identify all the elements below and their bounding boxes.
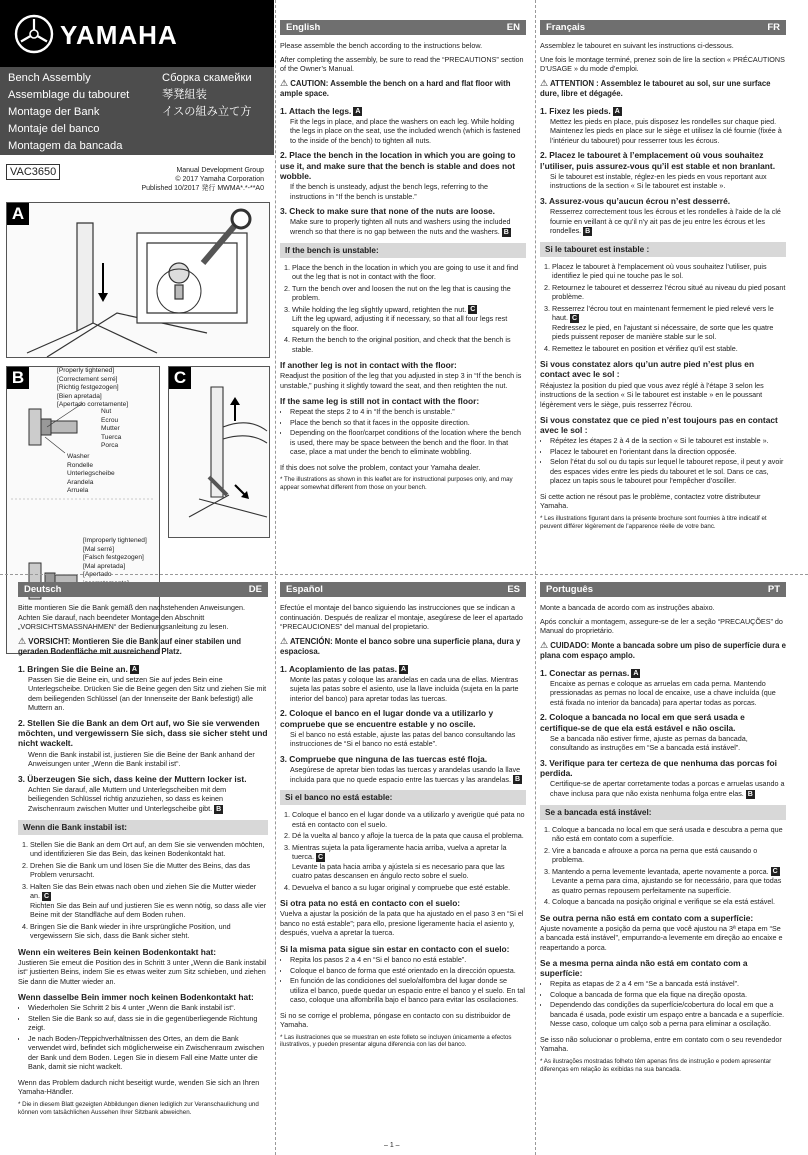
figure-a-illustration [7,203,269,357]
warning-icon: ⚠ [280,635,289,646]
column-divider [275,0,276,1155]
caution-fr: ⚠ ATTENTION : Assemblez le tabouret au sol, sur une surface dure, libre et dégagée. [540,77,771,99]
brand-header [0,0,274,67]
figure-ref-b: B [503,228,509,236]
section-english: English EN Please assemble the bench according to the instructions below. After completing the assembly, be sure to read the “PRECAUTIONS” section of the Owner’s Manual. ⚠ CAUTION: Assemble the bench on a hard and flat floor with ample space. 1. Attach the legs. A Fit the legs in place, and place the washers on each leg. While holding the legs in place on the seat, use the included wrench (which is fastened to the inside of the bench) to tighten all nuts. 2. Place the bench in the location in which you are going to use it, and make sure that the bench is stable and does not wobble. If the bench is unsteady, adjust the bench legs, referring to the instructions in “If the bench is unstable.” 3. Check to make sure that none of the nuts are loose. Make sure to properly tighten all nuts and washers using the included wrench so that there is no gap between the nuts and the washers. B If the bench is unstable: 1. Place the bench in the location in which you are going to use it and find out the leg that is not in contact with the floor. 2. Turn the bench over and loosen the nut on the leg that is causing the problem. 3. While holding the leg slightly upward, retighten the nut. C Lift the leg upward, adjusting it if necessary, so that all four legs rest squarely on the floor. 4. Return the bench to the original position, and check that the bench is stable. If another leg is not in contact with the floor: Readjust the position of the leg that you adjusted in step 3 in “If the bench is unstable,” pushing it slightly toward the seat, and then retighten the nut. If the same leg is still not in contact with the floor: • Repeat the steps 2 to 4 in “If the bench is unstable.” • Place the bench so that it faces in the opposite direction. • Depending on the floor/carpet conditions of the location where the bench is used, there may be space between the bench and the floor. In that case, place a mat under the bench to eliminate wobbling. If this does not solve the problem, contact your Yamaha dealer. * The illustrations as shown in this leaflet are for instructional purposes only, and may appear somewhat different from those on your bench. [280,20,526,570]
caution-pt: ⚠ CUIDADO: Monte a bancada sobre um piso de superfície dura e plana com espaço amplo. [540,639,786,661]
section-header-fr: Français FR [540,20,786,35]
title-de: Montage der Bank [8,106,100,118]
section-german: Deutsch DE Bitte montieren Sie die Bank gemäß den nachstehenden Anweisungen. Achten Sie darauf, nach beendeter Montage den Abschnitt „VORSICHTSMASSNAHMEN“ der Bedienungsanleitung zu lesen. ⚠ VORSICHT: Montieren Sie die Bank auf einer stabilen und geraden Bodenfläche mit ausreichend Platz. 1. Bringen Sie die Beine an. A Passen Sie die Beine ein, und setzen Sie auf jedes Bein eine Unterlegscheibe. Drücken Sie die Beine gegen den Sitz und ziehen Sie mit dem beiliegenden Schlüssel (an der Innenseite der Bank befestigt) alle Muttern an. 2. Stellen Sie die Bank an dem Ort auf, wo Sie sie verwenden möchten, und vergewissern Sie sich, dass sie sicher steht und nicht wackelt. Wenn die Bank instabil ist, justieren Sie die Beine der Bank anhand der Anweisungen unter „Wenn die Bank instabil ist“. 3. Überzeugen Sie sich, dass keine der Muttern locker ist. Achten Sie darauf, alle Muttern und Unterlegscheiben mit dem beiliegenden Schlüssel richtig anzuziehen, so dass es keinen Zwischenraum zwischen Mutter und Unterlegscheibe gibt. B Wenn die Bank instabil ist: 1. Stellen Sie die Bank an dem Ort auf, an dem Sie sie verwenden möchten, und identifizieren Sie das Bein, das keinen Bodenkontakt hat. 2. Drehen Sie die Bank um und lösen Sie die Mutter des Beins, das das Problem verursacht. 3. Halten Sie das Bein etwas nach oben und ziehen Sie die Mutter wieder an. C Richten Sie das Bein auf und justieren Sie es wenn nötig, so dass alle vier Beine mit der Standfläche auf dem Boden ruhen. 4. Bringen Sie die Bank wieder in ihre ursprüngliche Position, und vergewissern Sie sich, dass die Bank sicher steht. Wenn ein weiteres Bein keinen Bodenkontakt hat: Justieren Sie erneut die Position des in Schritt 3 unter „Wenn die Bank instabil ist“ justierten Beins, indem Sie es etwas weiter zum Sitz schieben, und ziehen Sie dann die Mutter wieder an. Wenn dasselbe Bein immer noch keinen Bodenkontakt hat: • Wiederholen Sie Schritt 2 bis 4 unter „Wenn die Bank instabil ist“. • Stellen Sie die Bank so auf, dass sie in die gegenüberliegende Richtung zeigt. • Je nach Boden-/Teppichverhältnissen des Ortes, an dem die Bank verwendet wird, befindet sich möglicherweise ein Zwischenraum zwischen der Bank und dem Boden. Legen Sie in diesem Fall eine Matte unter die Bank, damit sie nicht wackelt. Wenn das Problem dadurch nicht beseitigt wurde, wenden Sie sich an Ihren Yamaha-Händler. * Die in diesem Blatt gezeigten Abbildungen dienen lediglich zur Veranschaulichung und können vom tatsächlichen Aussehen Ihrer Sitzbank abweichen. [18,582,268,1142]
brand-name: YAMAHA [60,20,178,50]
figure-c-label: C [169,367,191,389]
caution-es: ⚠ ATENCIÓN: Monte el banco sobre una superficie plana, dura y espaciosa. [280,635,521,657]
figure-b-nut-label: Nut Ecrou Mutter Tuerca Porca [101,408,122,450]
page-number: – 1 – [384,1142,400,1149]
figure-b-washer-label: Washer Rondelle Unterlegscheibe Arandela Arruela [67,453,115,495]
unstable-steps-en: 1. Place the bench in the location in which you are going to use it and find out the leg that is not in contact with the floor. 2. Turn the bench over and loosen the nut on the leg that is causing the problem. 3. While holding the leg slightly upward, retighten the nut. C Lift the leg upward, adjusting it if necessary, so that all four legs rest squarely on the floor. 4. Return the bench to the original position, and check that the bench is stable. [280,263,526,355]
subsection-unstable-pt: Se a bancada está instável: [540,805,786,820]
warning-icon: ⚠ [540,77,549,88]
figure-b-improperly-label: [Improperly tightened] [Mal serré] [Falsch festgezogen] [Mal apretada] [Apertado [83,537,147,579]
row-divider [0,574,808,575]
title-en: Bench Assembly [8,72,91,84]
section-header-de: Deutsch DE [18,582,268,597]
subsection-unstable-de: Wenn die Bank instabil ist: [18,820,268,835]
figure-b-label: B [7,367,29,389]
section-spanish: Español ES Efectúe el montaje del banco siguiendo las instrucciones que se indican a continuación. Después de realizar el montaje, asegúrese de leer el apartado “PRECAUCIONES” del manual del propietario. ⚠ ATENCIÓN: Monte el banco sobre una superficie plana, dura y espaciosa. 1. Acoplamiento de las patas. A Monte las patas y coloque las arandelas en cada una de ellas. Mientras sujeta las patas sobre el asiento, use la llave incluida (sujeta en la parte interior del banco) para apretar todas las tuercas. 2. Coloque el banco en el lugar donde va a utilizarlo y compruebe que se encuentre estable y no oscile. Si el banco no está estable, ajuste las patas del banco consultando las instrucciones de “Si el banco no está estable”. 3. Compruebe que ninguna de las tuercas esté floja. Asegúrese de apretar bien todas las tuercas y arandelas usando la llave incluida para que no quede espacio entre las tuercas y las arandelas. B Si el banco no está estable: 1. Coloque el banco en el lugar donde va a utilizarlo y averigüe qué pata no está en contacto con el suelo. 2. Dé la vuelta al banco y afloje la tuerca de la pata que causa el problema. 3. Mientras sujeta la pata ligeramente hacia arriba, vuelva a apretar la tuerca. C Levante la pata hacia arriba y ajústela si es necesario para que las cuatro patas descansen en ángulo recto sobre el suelo. 4. Devuelva el banco a su lugar original y compruebe que esté estable. Si otra pata no está en contacto con el suelo: Vuelva a ajustar la posición de la pata que ha ajustado en el paso 3 en “Si el banco no está estable”; para ello, presione ligeramente hacia el asiento y, después, vuelva a apretar la tuerca. Si la misma pata sigue sin estar en contacto con el suelo: • Repita los pasos 2 a 4 en “Si el banco no está estable”. • Coloque el banco de forma que esté orientado en la dirección opuesta. • En función de las condiciones del suelo/alfombra del lugar donde se utiliza el banco, puede quedar un espacio entre el banco y el suelo. En tal caso, coloque una alfombrilla bajo el banco para evitar las oscilaciones. Si no se corrige el problema, póngase en contacto con su distribuidor de Yamaha. * Las ilustraciones que se muestran en este folleto se incluyen únicamente a efectos ilustrativos, y pueden presentar alguna diferencia con las del banco. [280,582,526,1142]
title-block [0,67,274,155]
figure-c [168,366,270,538]
subsection-unstable-fr: Si le tabouret est instable : [540,242,786,257]
title-ru: Сборка скамейки [162,72,252,84]
model-number: VAC3650 [6,164,60,180]
title-es: Montaje del banco [8,123,100,135]
warning-icon: ⚠ [18,635,27,646]
figure-b-properly-label: [Properly tightened] [Correctement serré] [Richtig festgezogen] [Bien apretada] [Apertado corretamente] [57,367,129,409]
section-french: Français FR Assemblez le tabouret en suivant les instructions ci-dessous. Une fois le montage terminé, prenez soin de lire la section « PRÉCAUTIONS D’USAGE » du mode d’emploi. ⚠ ATTENTION : Assemblez le tabouret au sol, sur une surface dure, libre et dégagée. 1. Fixez les pieds. A Mettez les pieds en place, puis disposez les rondelles sur chaque pied. Maintenez les pieds en place sur le siège et utilisez la clé fournie (fixée à l’intérieur du tabouret) pour resserrer tous les écrous. 2. Placez le tabouret à l’emplacement où vous souhaitez l’utiliser, puis assurez-vous qu’il est stable et non branlant. Si le tabouret est instable, réglez-en les pieds en vous reportant aux instructions de la section « Si le tabouret est instable ». 3. Assurez-vous qu’aucun écrou n’est desserré. Resserrez correctement tous les écrous et les rondelles à l’aide de la clé fournie en veillant à ce qu’il n’y ait pas de jeu entre les écrous et les rondelles. B Si le tabouret est instable : 1. Placez le tabouret à l’emplacement où vous souhaitez l’utiliser, puis identifiez le pied qui ne touche pas le sol. 2. Retournez le tabouret et desserrez l’écrou situé au niveau du pied posant problème. 3. Resserrez l’écrou tout en maintenant fermement le pied relevé vers le haut. C Redressez le pied, en l’ajustant si nécessaire, de sorte que les quatre pieds puissent reposer de manière stable sur le sol. 4. Remettez le tabouret en position et vérifiez qu’il est stable. Si vous constatez alors qu’un autre pied n’est plus en contact avec le sol : Réajustez la position du pied que vous avez réglé à l’étape 3 selon les instructions de la section « Si le tabouret est instable » en le poussant légèrement vers le siège, puis resserrez l’écrou. Si vous constatez que ce pied n’est toujours pas en contact avec le sol : • Répétez les étapes 2 à 4 de la section « Si le tabouret est instable ». • Placez le tabouret en l’orientant dans la direction opposée. • Selon l’état du sol ou du tapis sur lequel le tabouret repose, il peut y avoir des espaces vides entre les pieds du tabouret et le sol. Dans ce cas, placez un tapis sous le tabouret pour l’empêcher d’osciller. Si cette action ne résout pas le problème, contactez votre distributeur Yamaha. * Les illustrations figurant dans la présente brochure sont fournies à titre indicatif et peuvent différer légèrement de l’apparence réelle de votre banc. [540,20,786,570]
title-zh: 琴凳組装 [162,89,207,101]
yamaha-emblem-icon [14,14,54,54]
title-fr: Assemblage du tabouret [8,89,130,101]
column-divider [535,0,536,1155]
section-header-en: English EN [280,20,526,35]
figure-a-label: A [7,203,29,225]
section-header-es: Español ES [280,582,526,597]
title-pt: Montagem da bancada [8,140,123,152]
figure-c-illustration [169,367,269,537]
subsection-unstable-en: If the bench is unstable: [280,243,526,258]
title-ja: イスの組み立て方 [162,106,252,118]
figure-ref-a: A [355,107,361,115]
warning-icon: ⚠ [280,77,289,88]
figure-a [6,202,270,358]
section-header-pt: Português PT [540,582,786,597]
caution-en: ⚠ CAUTION: Assemble the bench on a hard and flat floor with ample space. [280,77,511,99]
caution-de: ⚠ VORSICHT: Montieren Sie die Bank auf einer stabilen und geraden Bodenfläche mit ausreichend Platz. [18,635,241,657]
section-portuguese: Português PT Monte a bancada de acordo com as instruções abaixo. Após concluir a montagem, assegure-se de ler a seção “PRECAUÇÕES” do Manual do proprietário. ⚠ CUIDADO: Monte a bancada sobre um piso de superfície dura e plana com espaço amplo. 1. Conectar as pernas. A Encaixe as pernas e coloque as arruelas em cada perna. Mantendo pressionadas as pernas no local de encaixe, use a chave incluída (que está fixada no interior da bancada) para apertar todas as porcas. 2. Coloque a bancada no local em que será usada e certifique-se de que ela está estável e não oscila. Se a bancada não estiver firme, ajuste as pernas da bancada, consultando as instruções em “Se a bancada está instável”. 3. Verifique para ter certeza de que nenhuma das porcas foi perdida. Certifique-se de apertar corretamente todas a porcas e arruelas usando a chave inclusa para que não exista nenhuma folga entre elas. B Se a bancada está instável: 1. Coloque a bancada no local em que será usada e descubra a perna que não está em contato com a superfície. 2. Vire a bancada e afrouxe a porca na perna que está causando o problema. 3. Mantendo a perna levemente levantada, aperte novamente a porca. C Levante a perna para cima, ajustando se for necessário, para que todas as quatro pernas repousem perfeitamente na superfície. 4. Coloque a bancada na posição original e verifique se ela está estável. Se outra perna não está em contato com a superfície: Ajuste novamente a posição da perna que você ajustou na 3ª etapa em “Se a bancada está instável”, empurrando-a levemente em direção ao encaixe e reapertando a porca. Se a mesma perna ainda não está em contato com a superfície: • Repita as etapas de 2 a 4 em “Se a bancada está instável”. • Coloque a bancada de forma que ela fique na direção oposta. • Dependendo das condições da superfície/cobertura do local em que a bancada é usada, pode existir um espaço entre a bancada e a superfície. Nesse caso, coloque um calço sob a perna para eliminar a oscilação. Se isso não solucionar o problema, entre em contato com o seu revendedor Yamaha. * As ilustrações mostradas folheto têm apenas fins de instrução e podem apresentar diferenças em relação às exibidas na sua bancada. [540,582,786,1142]
publication-meta: Manual Development Group © 2017 Yamaha Corporation Published 10/2017 発行 MWMA*.*-**A0 [141,167,264,193]
warning-icon: ⚠ [540,639,549,650]
subsection-unstable-es: Si el banco no está estable: [280,790,526,805]
